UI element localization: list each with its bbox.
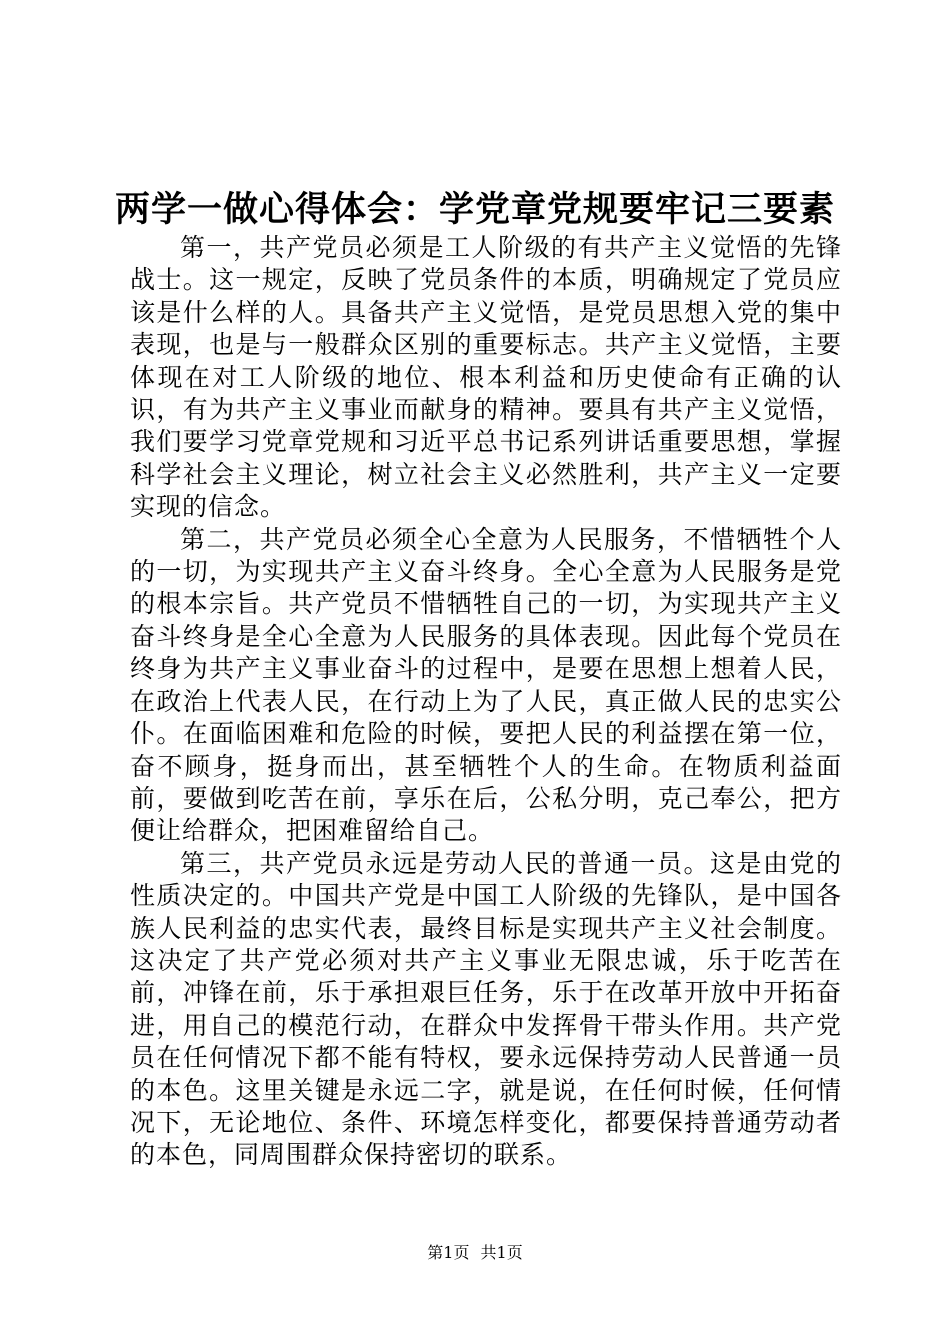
page-number-total: 共1页 <box>480 1243 523 1262</box>
page-number-current: 第1页 <box>427 1243 470 1262</box>
paragraph-first: 第一，共产党员必须是工人阶级的有共产主义觉悟的先锋战士。这一规定，反映了党员条件的本质，明确规定了党员应该是什么样的人。具备共产主义觉悟，是党员思想入党的集中表现，也是与一般群众区别的重要标志。共产主义觉悟，主要体现在对工人阶级的地位、根本利益和历史使命有正确的认识，有为共产主义事业而献身的精神。要具有共产主义觉悟，我们要学习党章党规和习近平总书记系列讲话重要思想，掌握科学社会主义理论，树立社会主义必然胜利，共产主义一定要实现的信念。 <box>130 233 842 522</box>
page-footer <box>0 1242 950 1264</box>
document-body <box>130 232 842 1172</box>
paragraph-second: 第二，共产党员必须全心全意为人民服务，不惜牺牲个人的一切，为实现共产主义奋斗终身。全心全意为人民服务是党的根本宗旨。共产党员不惜牺牲自己的一切，为实现共产主义奋斗终身是全心全意为人民服务的具体表现。因此每个党员在终身为共产主义事业奋斗的过程中，是要在思想上想着人民，在政治上代表人民，在行动上为了人民，真正做人民的忠实公仆。在面临困难和危险的时候，要把人民的利益摆在第一位，奋不顾身，挺身而出，甚至牺牲个人的生命。在物质利益面前，要做到吃苦在前，享乐在后，公私分明，克己奉公，把方便让给群众，把困难留给自己。 <box>130 524 842 846</box>
document-title: 两学一做心得体会：学党章党规要牢记三要素 <box>114 190 835 230</box>
paragraph-third: 第三，共产党员永远是劳动人民的普通一员。这是由党的性质决定的。中国共产党是中国工人阶级的先锋队，是中国各族人民利益的忠实代表，最终目标是实现共产主义社会制度。这决定了共产党必须对共产主义事业无限忠诚，乐于吃苦在前，冲锋在前，乐于承担艰巨任务，乐于在改革开放中开拓奋进，用自己的模范行动，在群众中发挥骨干带头作用。共产党员在任何情况下都不能有特权，要永远保持劳动人民普通一员的本色。这里关键是永远二字，就是说，在任何时候，任何情况下，无论地位、条件、环境怎样变化，都要保持普通劳动者的本色，同周围群众保持密切的联系。 <box>130 848 842 1170</box>
